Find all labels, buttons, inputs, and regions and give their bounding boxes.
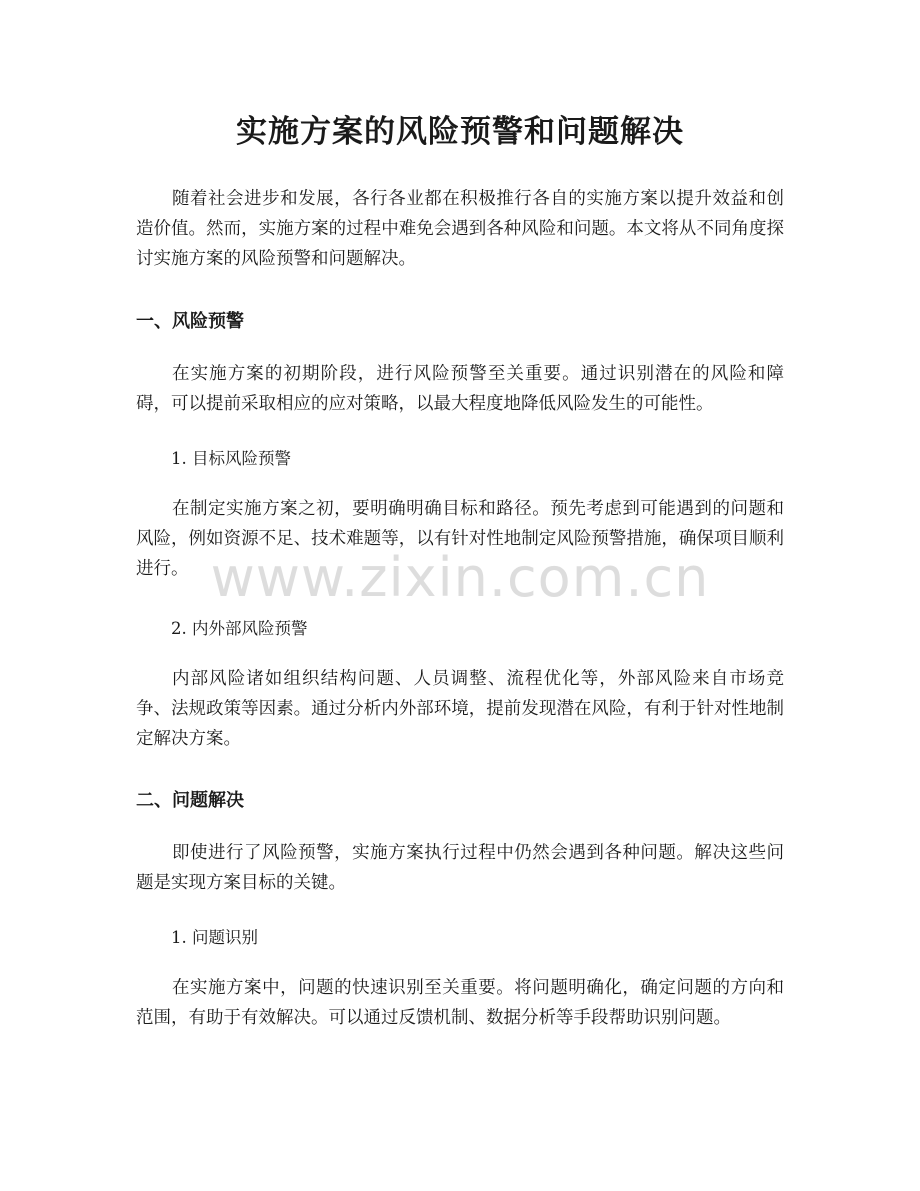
document-title: 实施方案的风险预警和问题解决 [236,114,684,150]
intro-paragraph: 随着社会进步和发展，各行各业都在积极推行各自的实施方案以提升效益和创造价值。然而，实施方案的过程中难免会遇到各种风险和问题。本文将从不同角度探讨实施方案的风险预警和问题解决。 [136,189,784,269]
section-heading-problem-solving: 二、问题解决 [136,790,244,811]
section-heading-risk-warning: 一、风险预警 [136,311,244,332]
internal-external-risk-paragraph: 内部风险诸如组织结构问题、人员调整、流程优化等，外部风险来自市场竞争、法规政策等因素。通过分析内外部环境，提前发现潜在风险，有利于针对性地制定解决方案。 [136,669,784,749]
watermark: www.zixin.com.cn [210,546,710,609]
section1-intro-paragraph: 在实施方案的初期阶段，进行风险预警至关重要。通过识别潜在的风险和障碍，可以提前采取相应的应对策略，以最大程度地降低风险发生的可能性。 [136,364,784,414]
subheading-target-risk: 1. 目标风险预警 [171,449,291,468]
section2-intro-paragraph: 即使进行了风险预警，实施方案执行过程中仍然会遇到各种问题。解决这些问题是实现方案目标的关键。 [136,843,784,893]
problem-identification-paragraph: 在实施方案中，问题的快速识别至关重要。将问题明确化，确定问题的方向和范围，有助于有效解决。可以通过反馈机制、数据分析等手段帮助识别问题。 [136,978,784,1028]
subheading-internal-external-risk: 2. 内外部风险预警 [171,619,308,638]
subheading-problem-identification: 1. 问题识别 [171,928,258,947]
target-risk-paragraph: 在制定实施方案之初，要明确明确目标和路径。预先考虑到可能遇到的问题和风险，例如资源不足、技术难题等，以有针对性地制定风险预警措施，确保项目顺利进行。 [136,499,784,579]
